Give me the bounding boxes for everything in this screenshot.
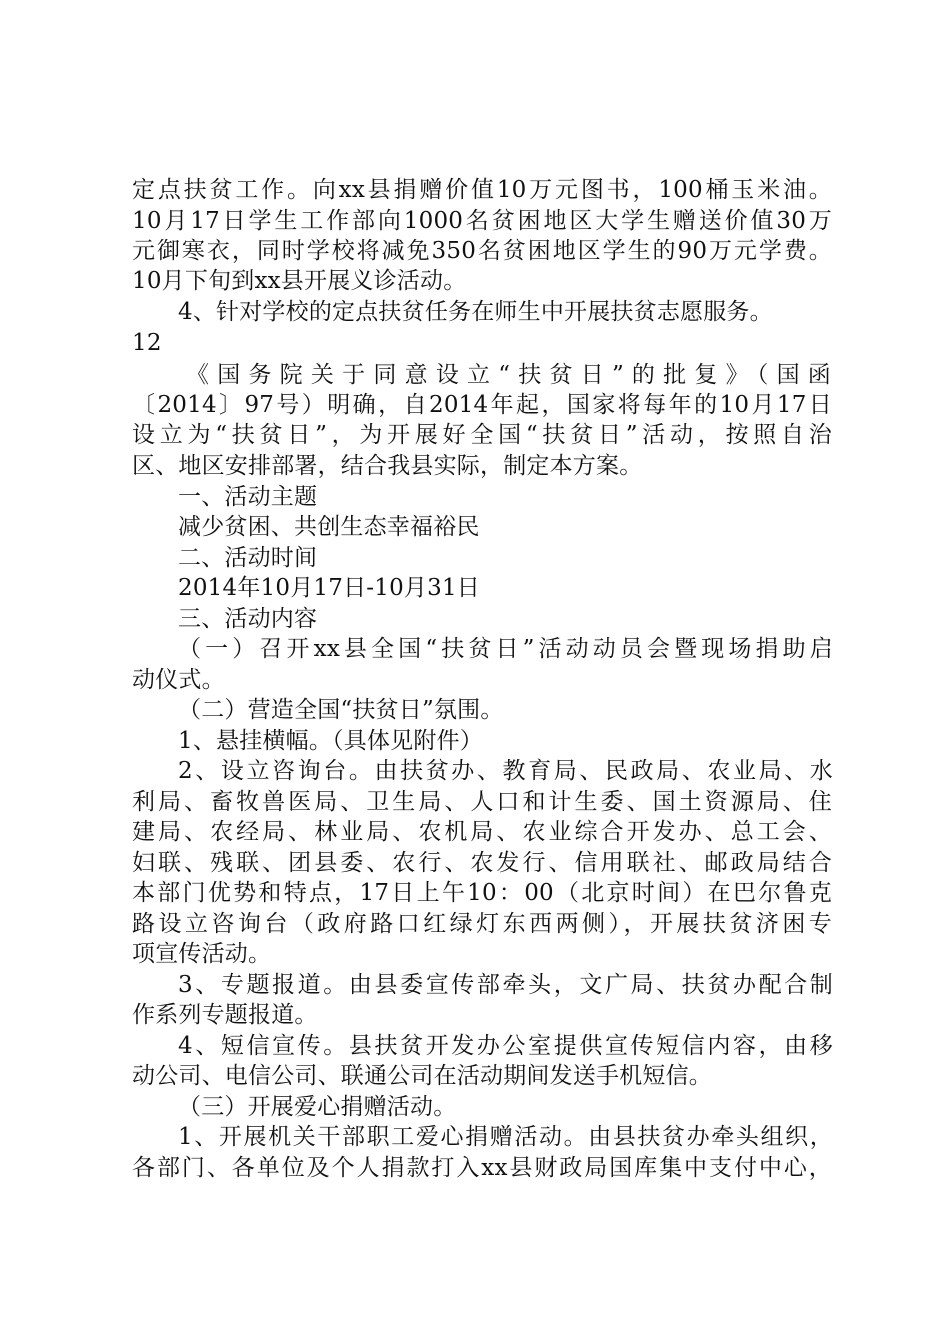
text-line: 3、专题报道。由县委宣传部牵头，文广局、扶贫办配合制 [178,972,833,998]
text-line: 各部门、各单位及个人捐款打入xx县财政局国库集中支付中心， [132,1155,832,1181]
text-line: 元御寒衣，同时学校将减免350名贫困地区学生的90万元学费。 [132,238,832,264]
text-line: 1、悬挂横幅。（具体见附件） [178,728,483,754]
text-line: 10月17日学生工作部向1000名贫困地区大学生赠送价值30万 [132,208,832,234]
text-line: 动仪式。 [132,667,225,693]
text-line: 〔2014〕97号）明确，自2014年起，国家将每年的10月17日 [132,392,832,418]
text-line: 4、针对学校的定点扶贫任务在师生中开展扶贫志愿服务。 [178,299,773,325]
text-line: 建局、农经局、林业局、农机局、农业综合开发办、总工会、 [132,819,832,845]
text-line: 路设立咨询台（政府路口红绿灯东西两侧），开展扶贫济困专 [132,911,832,937]
text-line: 设立为“扶贫日”，为开展好全国“扶贫日”活动，按照自治 [132,422,832,448]
section-heading: 三、活动内容 [178,606,318,632]
text-line: 作系列专题报道。 [132,1002,318,1028]
text-line: 区、地区安排部署，结合我县实际，制定本方案。 [132,453,643,479]
text-line: 项宣传活动。 [132,941,272,967]
text-line: 12 [132,330,162,356]
text-line: 减少贫困、共创生态幸福裕民 [178,514,480,540]
text-line: 《国务院关于同意设立“扶贫日”的批复》（国函 [186,362,831,388]
text-line: 4、短信宣传。县扶贫开发办公室提供宣传短信内容，由移 [178,1033,833,1059]
text-line: 利局、畜牧兽医局、卫生局、人口和计生委、国土资源局、住 [132,789,832,815]
text-line: 2014年10月17日-10月31日 [178,575,480,601]
text-line: 2、设立咨询台。由扶贫办、教育局、民政局、农业局、水 [178,758,833,784]
text-line: （二）营造全国“扶贫日”氛围。 [178,697,504,723]
text-line: （一）召开xx县全国“扶贫日”活动动员会暨现场捐助启 [178,636,833,662]
text-line: 本部门优势和特点，17日上午10：00（北京时间）在巴尔鲁克 [132,880,832,906]
text-line: （三）开展爱心捐赠活动。 [178,1094,457,1120]
section-heading: 一、活动主题 [178,484,318,510]
text-line: 动公司、电信公司、联通公司在活动期间发送手机短信。 [132,1063,712,1089]
text-line: 定点扶贫工作。向xx县捐赠价值10万元图书，100桶玉米油。 [132,177,832,203]
text-line: 妇联、残联、团县委、农行、农发行、信用联社、邮政局结合 [132,850,832,876]
text-line: 1、开展机关干部职工爱心捐赠活动。由县扶贫办牵头组织， [178,1124,833,1150]
text-line: 10月下旬到xx县开展义诊活动。 [132,268,467,294]
section-heading: 二、活动时间 [178,545,318,571]
